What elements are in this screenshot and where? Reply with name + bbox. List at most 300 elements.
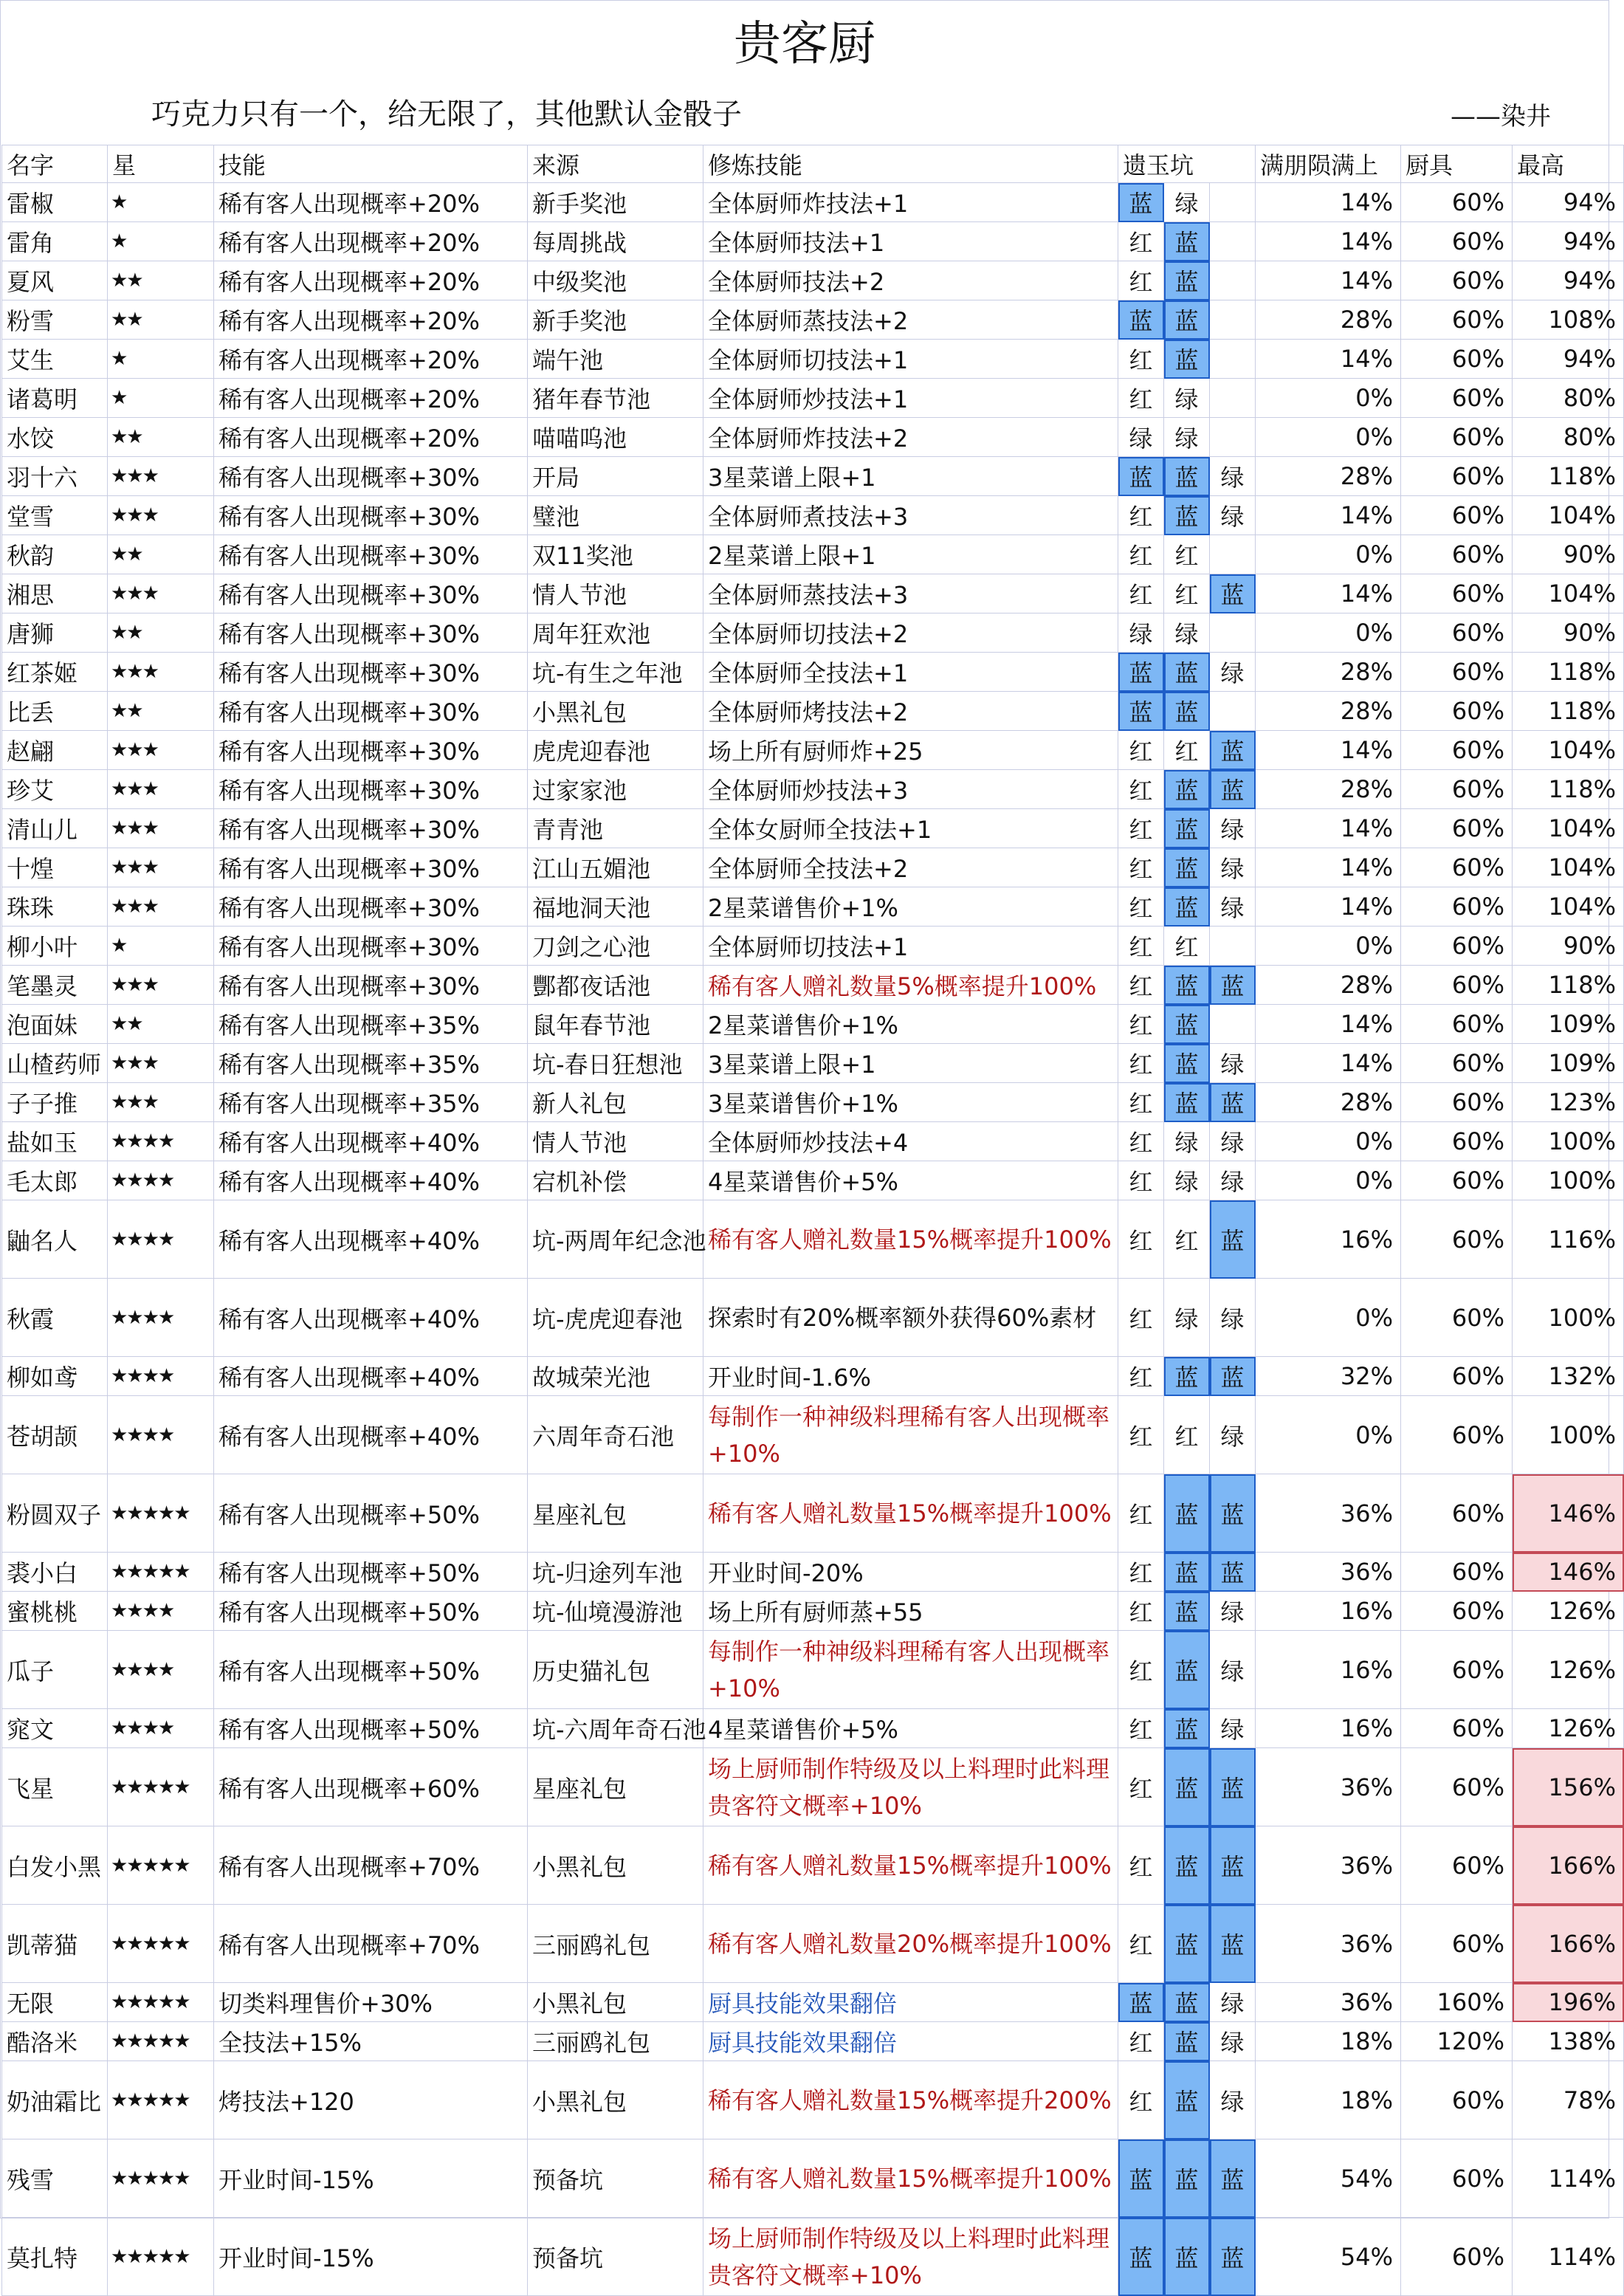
equipment-cell: 60% [1401, 1083, 1513, 1122]
jade-slot-1: 红 [1118, 574, 1164, 613]
name-cell: 珠珠 [1, 887, 108, 927]
max-cell: 126% [1513, 1709, 1624, 1748]
jade-slot-1: 蓝 [1118, 692, 1164, 731]
jade-slot-3: 绿 [1210, 1122, 1256, 1161]
source-cell: 中级奖池 [528, 261, 703, 300]
jade-slot-1: 红 [1118, 966, 1164, 1005]
table-row [1, 535, 1624, 574]
table-row [1, 1905, 1624, 1983]
stars-cell: ★★★ [108, 848, 214, 887]
max-cell: 78% [1513, 2061, 1624, 2139]
equipment-cell: 60% [1401, 692, 1513, 731]
full-bonus-cell: 54% [1256, 2218, 1401, 2296]
equipment-cell: 60% [1401, 1396, 1513, 1474]
table-row [1, 1826, 1624, 1905]
name-cell: 十煌 [1, 848, 108, 887]
full-bonus-cell: 0% [1256, 535, 1401, 574]
stars-cell: ★★★ [108, 1083, 214, 1122]
skill-cell: 稀有客人出现概率+70% [214, 1826, 528, 1905]
source-cell: 历史猫礼包 [528, 1631, 703, 1709]
cultivation-cell: 全体厨师全技法+2 [703, 848, 1118, 887]
skill-cell: 稀有客人出现概率+30% [214, 731, 528, 770]
skill-cell: 全技法+15% [214, 2022, 528, 2061]
cultivation-cell: 场上厨师制作特级及以上料理时此料理贵客符文概率+10% [703, 1748, 1118, 1826]
full-bonus-cell: 16% [1256, 1200, 1401, 1279]
full-bonus-cell: 0% [1256, 379, 1401, 418]
skill-cell: 稀有客人出现概率+35% [214, 1044, 528, 1083]
table-row [1, 731, 1624, 770]
jade-slot-1: 红 [1118, 1396, 1164, 1474]
equipment-cell: 60% [1401, 1279, 1513, 1357]
jade-slot-3: 绿 [1210, 1631, 1256, 1709]
jade-slot-1: 红 [1118, 379, 1164, 418]
stars-cell: ★★★ [108, 731, 214, 770]
jade-slot-2: 蓝 [1164, 222, 1210, 261]
full-bonus-cell: 14% [1256, 1044, 1401, 1083]
full-bonus-cell: 36% [1256, 1748, 1401, 1826]
cultivation-cell: 稀有客人赠礼数量15%概率提升200% [703, 2061, 1118, 2139]
equipment-cell: 60% [1401, 340, 1513, 379]
table-row [1, 457, 1624, 496]
full-bonus-cell: 28% [1256, 692, 1401, 731]
full-bonus-cell: 18% [1256, 2022, 1401, 2061]
name-cell: 瓜子 [1, 1631, 108, 1709]
equipment-cell: 60% [1401, 1553, 1513, 1592]
jade-slot-3: 蓝 [1210, 1200, 1256, 1279]
max-cell: 90% [1513, 613, 1624, 653]
full-bonus-cell: 36% [1256, 1553, 1401, 1592]
skill-cell: 稀有客人出现概率+20% [214, 418, 528, 457]
jade-slot-1: 蓝 [1118, 183, 1164, 222]
name-cell: 子子推 [1, 1083, 108, 1122]
skill-cell: 稀有客人出现概率+30% [214, 848, 528, 887]
table-row [1, 1709, 1624, 1748]
subtitle-note: 巧克力只有一个，给无限了，其他默认金骰子 [151, 97, 742, 131]
equipment-cell: 60% [1401, 809, 1513, 848]
max-cell: 118% [1513, 692, 1624, 731]
stars-cell: ★★★★★ [108, 1826, 214, 1905]
name-cell: 莫扎特 [1, 2218, 108, 2296]
skill-cell: 稀有客人出现概率+40% [214, 1357, 528, 1396]
full-bonus-cell: 54% [1256, 2139, 1401, 2218]
cultivation-cell: 全体厨师炒技法+4 [703, 1122, 1118, 1161]
jade-slot-3: 蓝 [1210, 1826, 1256, 1905]
max-cell: 123% [1513, 1083, 1624, 1122]
equipment-cell: 60% [1401, 927, 1513, 966]
equipment-cell: 60% [1401, 183, 1513, 222]
cultivation-cell: 全体厨师全技法+1 [703, 653, 1118, 692]
table-row [1, 261, 1624, 300]
page-title: 贵客厨 [734, 17, 875, 72]
jade-slot-1: 蓝 [1118, 457, 1164, 496]
name-cell: 诸葛明 [1, 379, 108, 418]
max-cell: 104% [1513, 574, 1624, 613]
skill-cell: 稀有客人出现概率+20% [214, 379, 528, 418]
header-full-bonus: 满朋陨满上 [1256, 145, 1401, 183]
skill-cell: 切类料理售价+30% [214, 1983, 528, 2022]
equipment-cell: 60% [1401, 2218, 1513, 2296]
stars-cell: ★★ [108, 692, 214, 731]
jade-slot-3: 蓝 [1210, 1553, 1256, 1592]
table-row [1, 1748, 1624, 1826]
skill-cell: 稀有客人出现概率+30% [214, 496, 528, 535]
source-cell: 情人节池 [528, 574, 703, 613]
cultivation-cell: 每制作一种神级料理稀有客人出现概率+10% [703, 1631, 1118, 1709]
table-row [1, 1553, 1624, 1592]
table-row [1, 340, 1624, 379]
max-cell: 116% [1513, 1200, 1624, 1279]
source-cell: 喵喵呜池 [528, 418, 703, 457]
full-bonus-cell: 28% [1256, 653, 1401, 692]
stars-cell: ★★★ [108, 496, 214, 535]
source-cell: 青青池 [528, 809, 703, 848]
jade-slot-2: 蓝 [1164, 496, 1210, 535]
cultivation-cell: 稀有客人赠礼数量15%概率提升100% [703, 1200, 1118, 1279]
cultivation-cell: 2星菜谱售价+1% [703, 1005, 1118, 1044]
skill-cell: 稀有客人出现概率+30% [214, 457, 528, 496]
max-cell: 104% [1513, 731, 1624, 770]
jade-slot-3: 蓝 [1210, 1474, 1256, 1553]
max-cell: 118% [1513, 770, 1624, 809]
max-cell: 90% [1513, 927, 1624, 966]
skill-cell: 稀有客人出现概率+50% [214, 1592, 528, 1631]
cultivation-cell: 全体厨师炒技法+1 [703, 379, 1118, 418]
skill-cell: 稀有客人出现概率+40% [214, 1122, 528, 1161]
source-cell: 小黑礼包 [528, 2061, 703, 2139]
jade-slot-2: 蓝 [1164, 1474, 1210, 1553]
name-cell: 鼬名人 [1, 1200, 108, 1279]
skill-cell: 稀有客人出现概率+30% [214, 927, 528, 966]
skill-cell: 稀有客人出现概率+20% [214, 261, 528, 300]
jade-slot-1: 红 [1118, 2022, 1164, 2061]
table-row [1, 1474, 1624, 1553]
stars-cell: ★ [108, 379, 214, 418]
full-bonus-cell: 36% [1256, 1983, 1401, 2022]
jade-slot-2: 蓝 [1164, 966, 1210, 1005]
jade-slot-2: 蓝 [1164, 340, 1210, 379]
source-cell: 三丽鸥礼包 [528, 2022, 703, 2061]
stars-cell: ★★★ [108, 574, 214, 613]
jade-slot-1: 红 [1118, 261, 1164, 300]
jade-slot-1: 红 [1118, 222, 1164, 261]
jade-slot-2: 红 [1164, 535, 1210, 574]
jade-slot-2: 蓝 [1164, 1553, 1210, 1592]
stars-cell: ★★★ [108, 653, 214, 692]
max-cell: 94% [1513, 222, 1624, 261]
jade-slot-2: 蓝 [1164, 457, 1210, 496]
full-bonus-cell: 28% [1256, 1083, 1401, 1122]
stars-cell: ★★★ [108, 770, 214, 809]
equipment-cell: 60% [1401, 261, 1513, 300]
jade-slot-1: 红 [1118, 927, 1164, 966]
source-cell: 双11奖池 [528, 535, 703, 574]
max-cell: 100% [1513, 1279, 1624, 1357]
cultivation-cell: 场上所有厨师蒸+55 [703, 1592, 1118, 1631]
table-row [1, 887, 1624, 927]
jade-slot-1: 红 [1118, 887, 1164, 927]
max-cell: 94% [1513, 340, 1624, 379]
source-cell: 情人节池 [528, 1122, 703, 1161]
max-cell: 100% [1513, 1396, 1624, 1474]
table-row [1, 966, 1624, 1005]
max-cell: 146% [1513, 1553, 1624, 1592]
stars-cell: ★ [108, 340, 214, 379]
full-bonus-cell: 14% [1256, 848, 1401, 887]
source-cell: 故城荣光池 [528, 1357, 703, 1396]
stars-cell: ★★★ [108, 966, 214, 1005]
jade-slot-2: 蓝 [1164, 1905, 1210, 1983]
table-row [1, 2022, 1624, 2061]
jade-slot-3: 绿 [1210, 2022, 1256, 2061]
jade-slot-1: 红 [1118, 1005, 1164, 1044]
cultivation-cell: 3星菜谱售价+1% [703, 1083, 1118, 1122]
cultivation-cell: 4星菜谱售价+5% [703, 1161, 1118, 1200]
jade-slot-2: 蓝 [1164, 1592, 1210, 1631]
cultivation-cell: 全体厨师炸技法+1 [703, 183, 1118, 222]
jade-slot-1: 红 [1118, 496, 1164, 535]
cultivation-cell: 3星菜谱上限+1 [703, 1044, 1118, 1083]
name-cell: 笔墨灵 [1, 966, 108, 1005]
source-cell: 坑-两周年纪念池 [528, 1200, 703, 1279]
jade-slot-2: 红 [1164, 574, 1210, 613]
name-cell: 苍胡颉 [1, 1396, 108, 1474]
jade-slot-1: 红 [1118, 340, 1164, 379]
jade-slot-3: 蓝 [1210, 966, 1256, 1005]
cultivation-cell: 厨具技能效果翻倍 [703, 1983, 1118, 2022]
name-cell: 湘思 [1, 574, 108, 613]
full-bonus-cell: 14% [1256, 496, 1401, 535]
full-bonus-cell: 14% [1256, 261, 1401, 300]
stars-cell: ★★★ [108, 887, 214, 927]
stars-cell: ★★★ [108, 457, 214, 496]
jade-slot-2: 蓝 [1164, 887, 1210, 927]
jade-slot-1: 红 [1118, 1200, 1164, 1279]
source-cell: 六周年奇石池 [528, 1396, 703, 1474]
jade-slot-1: 红 [1118, 1631, 1164, 1709]
stars-cell: ★★ [108, 1005, 214, 1044]
source-cell: 猪年春节池 [528, 379, 703, 418]
jade-slot-1: 绿 [1118, 613, 1164, 653]
source-cell: 端午池 [528, 340, 703, 379]
source-cell: 小黑礼包 [528, 692, 703, 731]
table-row [1, 770, 1624, 809]
skill-cell: 稀有客人出现概率+50% [214, 1709, 528, 1748]
name-cell: 柳小叶 [1, 927, 108, 966]
equipment-cell: 60% [1401, 574, 1513, 613]
jade-slot-3: 蓝 [1210, 1905, 1256, 1983]
max-cell: 126% [1513, 1631, 1624, 1709]
name-cell: 残雪 [1, 2139, 108, 2218]
max-cell: 114% [1513, 2139, 1624, 2218]
jade-slot-2: 绿 [1164, 1279, 1210, 1357]
skill-cell: 稀有客人出现概率+50% [214, 1474, 528, 1553]
jade-slot-2: 蓝 [1164, 2218, 1210, 2296]
stars-cell: ★★★★ [108, 1357, 214, 1396]
max-cell: 94% [1513, 261, 1624, 300]
table-row [1, 692, 1624, 731]
jade-slot-3: 绿 [1210, 1983, 1256, 2022]
jade-slot-2: 绿 [1164, 418, 1210, 457]
name-cell: 飞星 [1, 1748, 108, 1826]
full-bonus-cell: 28% [1256, 770, 1401, 809]
source-cell: 新人礼包 [528, 1083, 703, 1122]
jade-slot-3 [1210, 222, 1256, 261]
full-bonus-cell: 32% [1256, 1357, 1401, 1396]
name-cell: 山楂药师 [1, 1044, 108, 1083]
source-cell: 福地洞天池 [528, 887, 703, 927]
jade-slot-1: 红 [1118, 1592, 1164, 1631]
source-cell: 江山五媚池 [528, 848, 703, 887]
jade-slot-2: 蓝 [1164, 1826, 1210, 1905]
skill-cell: 开业时间-15% [214, 2139, 528, 2218]
source-cell: 坑-春日狂想池 [528, 1044, 703, 1083]
equipment-cell: 60% [1401, 848, 1513, 887]
equipment-cell: 60% [1401, 2061, 1513, 2139]
header-stars: 星 [108, 145, 214, 183]
source-cell: 开局 [528, 457, 703, 496]
jade-slot-2: 红 [1164, 731, 1210, 770]
equipment-cell: 60% [1401, 1005, 1513, 1044]
name-cell: 粉圆双子 [1, 1474, 108, 1553]
max-cell: 108% [1513, 300, 1624, 340]
skill-cell: 稀有客人出现概率+30% [214, 653, 528, 692]
jade-slot-3: 绿 [1210, 848, 1256, 887]
source-cell: 虎虎迎春池 [528, 731, 703, 770]
jade-slot-2: 蓝 [1164, 261, 1210, 300]
jade-slot-3: 蓝 [1210, 1748, 1256, 1826]
jade-slot-1: 蓝 [1118, 653, 1164, 692]
jade-slot-3: 蓝 [1210, 1083, 1256, 1122]
table-row [1, 1083, 1624, 1122]
table-row [1, 653, 1624, 692]
name-cell: 柳如鸢 [1, 1357, 108, 1396]
equipment-cell: 60% [1401, 1122, 1513, 1161]
full-bonus-cell: 14% [1256, 222, 1401, 261]
jade-slot-3: 绿 [1210, 1044, 1256, 1083]
equipment-cell: 160% [1401, 1983, 1513, 2022]
full-bonus-cell: 28% [1256, 966, 1401, 1005]
cultivation-cell: 开业时间-20% [703, 1553, 1118, 1592]
stars-cell: ★★★★★ [108, 2139, 214, 2218]
table-row [1, 1161, 1624, 1200]
cultivation-cell: 稀有客人赠礼数量20%概率提升100% [703, 1905, 1118, 1983]
jade-slot-2: 蓝 [1164, 770, 1210, 809]
max-cell: 104% [1513, 887, 1624, 927]
source-cell: 预备坑 [528, 2139, 703, 2218]
source-cell: 过家家池 [528, 770, 703, 809]
jade-slot-3: 绿 [1210, 2061, 1256, 2139]
cultivation-cell: 全体厨师切技法+1 [703, 927, 1118, 966]
jade-slot-3: 绿 [1210, 809, 1256, 848]
equipment-cell: 60% [1401, 966, 1513, 1005]
name-cell: 秋霞 [1, 1279, 108, 1357]
table-row [1, 848, 1624, 887]
equipment-cell: 60% [1401, 379, 1513, 418]
cultivation-cell: 场上所有厨师炸+25 [703, 731, 1118, 770]
source-cell: 坑-仙境漫游池 [528, 1592, 703, 1631]
jade-slot-2: 蓝 [1164, 1044, 1210, 1083]
jade-slot-3: 蓝 [1210, 1357, 1256, 1396]
stars-cell: ★★★★ [108, 1161, 214, 1200]
full-bonus-cell: 18% [1256, 2061, 1401, 2139]
cultivation-cell: 全体厨师切技法+2 [703, 613, 1118, 653]
jade-slot-1: 红 [1118, 1748, 1164, 1826]
name-cell: 红茶姬 [1, 653, 108, 692]
source-cell: 坑-六周年奇石池 [528, 1709, 703, 1748]
cultivation-cell: 探索时有20%概率额外获得60%素材 [703, 1279, 1118, 1357]
jade-slot-2: 蓝 [1164, 848, 1210, 887]
jade-slot-3: 蓝 [1210, 2218, 1256, 2296]
stars-cell: ★★★★ [108, 1122, 214, 1161]
cultivation-cell: 全体厨师炸技法+2 [703, 418, 1118, 457]
equipment-cell: 60% [1401, 1044, 1513, 1083]
jade-slot-1: 蓝 [1118, 300, 1164, 340]
name-cell: 秋韵 [1, 535, 108, 574]
full-bonus-cell: 16% [1256, 1709, 1401, 1748]
jade-slot-3 [1210, 261, 1256, 300]
source-cell: 周年狂欢池 [528, 613, 703, 653]
table-row [1, 418, 1624, 457]
cultivation-cell: 全体厨师蒸技法+3 [703, 574, 1118, 613]
max-cell: 146% [1513, 1474, 1624, 1553]
jade-slot-2: 红 [1164, 927, 1210, 966]
jade-slot-2: 绿 [1164, 183, 1210, 222]
skill-cell: 开业时间-15% [214, 2218, 528, 2296]
max-cell: 104% [1513, 496, 1624, 535]
skill-cell: 稀有客人出现概率+30% [214, 574, 528, 613]
stars-cell: ★★★★ [108, 1631, 214, 1709]
name-cell: 窕文 [1, 1709, 108, 1748]
stars-cell: ★★★ [108, 1044, 214, 1083]
cultivation-cell: 2星菜谱售价+1% [703, 887, 1118, 927]
jade-slot-1: 红 [1118, 1122, 1164, 1161]
source-cell: 星座礼包 [528, 1474, 703, 1553]
jade-slot-1: 红 [1118, 1279, 1164, 1357]
max-cell: 118% [1513, 457, 1624, 496]
jade-slot-2: 蓝 [1164, 1631, 1210, 1709]
skill-cell: 稀有客人出现概率+30% [214, 887, 528, 927]
max-cell: 114% [1513, 2218, 1624, 2296]
name-cell: 白发小黑 [1, 1826, 108, 1905]
max-cell: 118% [1513, 966, 1624, 1005]
equipment-cell: 60% [1401, 1631, 1513, 1709]
max-cell: 94% [1513, 183, 1624, 222]
equipment-cell: 60% [1401, 1200, 1513, 1279]
source-cell: 三丽鸥礼包 [528, 1905, 703, 1983]
equipment-cell: 60% [1401, 1357, 1513, 1396]
skill-cell: 稀有客人出现概率+40% [214, 1161, 528, 1200]
skill-cell: 稀有客人出现概率+35% [214, 1005, 528, 1044]
name-cell: 艾生 [1, 340, 108, 379]
table-row [1, 1279, 1624, 1357]
header-max: 最高 [1513, 145, 1624, 183]
jade-slot-3: 绿 [1210, 457, 1256, 496]
name-cell: 凯蒂猫 [1, 1905, 108, 1983]
jade-slot-3 [1210, 927, 1256, 966]
jade-slot-2: 蓝 [1164, 300, 1210, 340]
cultivation-cell: 全体厨师烤技法+2 [703, 692, 1118, 731]
max-cell: 109% [1513, 1044, 1624, 1083]
equipment-cell: 60% [1401, 653, 1513, 692]
equipment-cell: 60% [1401, 2139, 1513, 2218]
jade-slot-1: 红 [1118, 1161, 1164, 1200]
table-row [1, 1357, 1624, 1396]
jade-slot-3: 绿 [1210, 1709, 1256, 1748]
source-cell: 宕机补偿 [528, 1161, 703, 1200]
jade-slot-3: 蓝 [1210, 770, 1256, 809]
max-cell: 166% [1513, 1826, 1624, 1905]
skill-cell: 稀有客人出现概率+30% [214, 535, 528, 574]
